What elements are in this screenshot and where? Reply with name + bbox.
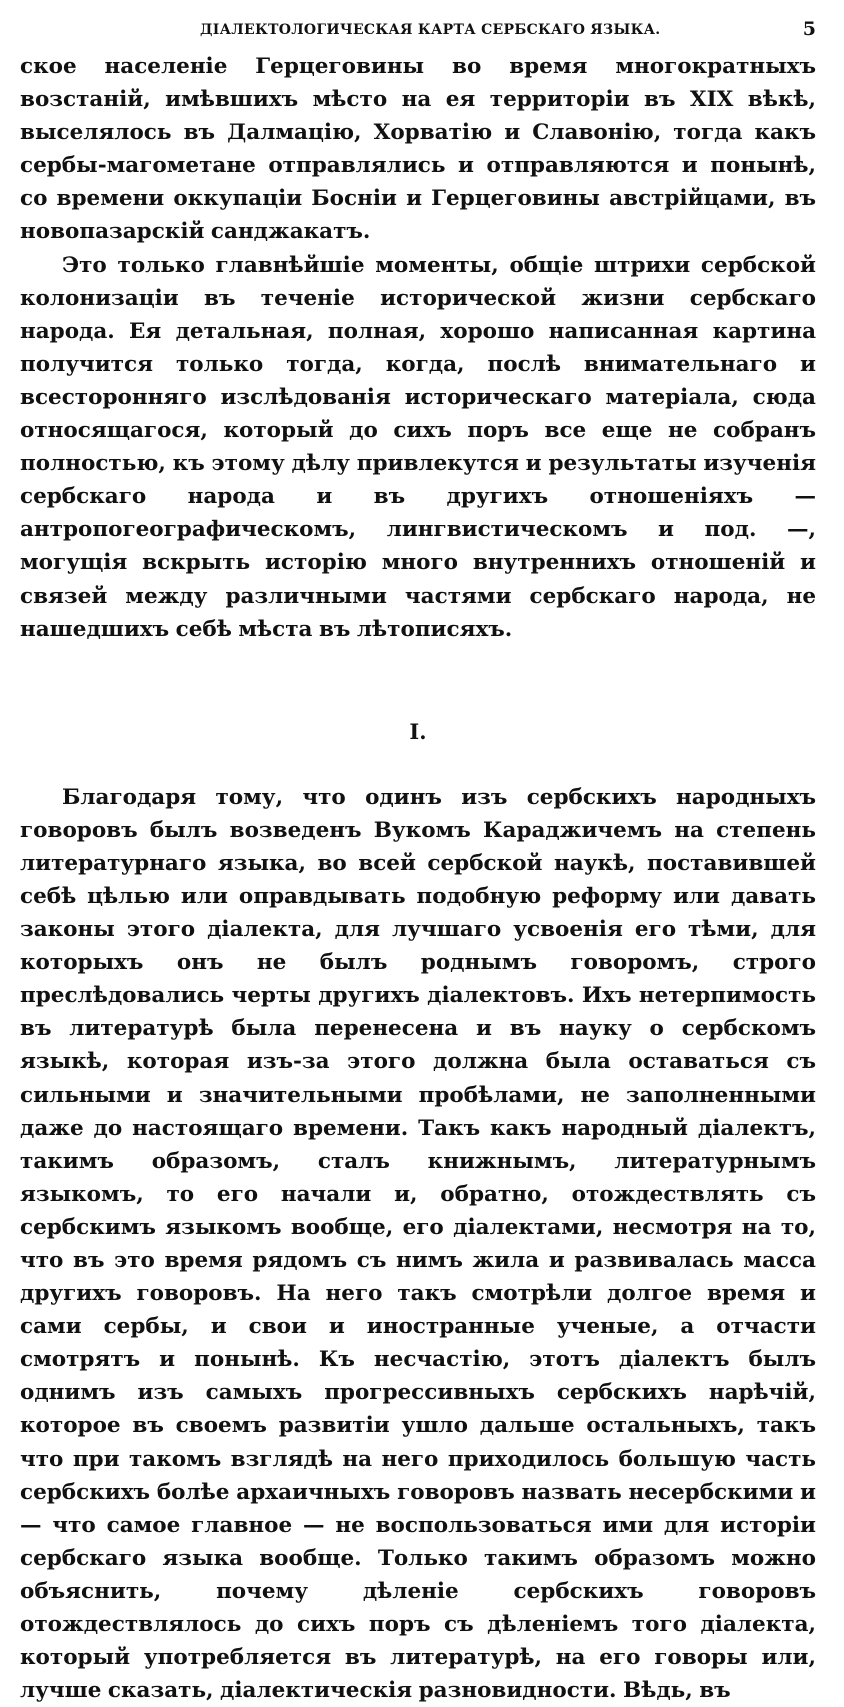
running-title: ДІАЛЕКТОЛОГИЧЕСКАЯ КАРТА СЕРБСКАГО ЯЗЫКА. xyxy=(200,22,661,38)
paragraph-continuation: ское населеніе Герцеговины во время многократныхъ возстаній, имѣвшихъ мѣсто на ея территоріи въ XIX вѣкѣ, выселялось въ Далмацію, Хорватію и Славонію, тогда какъ сербы-магометане отправлялись и отправляются и понынѣ, со времени оккупаціи Босніи и Герцеговины австрійцами, въ новопазарскій санджакатъ. xyxy=(20,54,816,245)
running-head xyxy=(20,10,816,50)
paragraph-colonization-summary: Это только главнѣйшіе моменты, общіе штрихи сербской колонизаціи въ теченіе исторической жизни сербскаго народа. Ея детальная, полная, хорошо написанная картина получится только тогда, когда, послѣ внимательнаго и всесторонняго изслѣдованія историческаго матеріала, сюда относящагося, который до сихъ поръ все еще не собранъ полностью, къ этому дѣлу привлекутся и результаты изученія сербскаго народа и въ другихъ отношеніяхъ — антропогеографическомъ, лингвистическомъ и под. —, могущія вскрыть исторію много внутреннихъ отношеній и связей между различными частями сербскаго народа, не нашедшихъ себѣ мѣста въ лѣтописяхъ. xyxy=(20,252,816,642)
section-paragraph: Благодаря тому, что одинъ изъ сербскихъ народныхъ говоровъ былъ возведенъ Вукомъ Караджичемъ на степень литературнаго языка, во всей сербской наукѣ, поставившей себѣ цѣлью или оправдывать подобную реформу или давать законы этого діалекта, для лучшаго усвоенія его тѣми, для которыхъ онъ не былъ роднымъ говоромъ, строго преслѣдовались черты другихъ діалектовъ. Ихъ нетерпимость въ литературѣ была перенесена и въ науку о сербскомъ языкѣ, которая изъ-за этого должна была оставаться съ сильными и значительными пробѣлами, не заполненными даже до настоящаго времени. Такъ какъ народный діалектъ, такимъ образомъ, сталъ книжнымъ, литературнымъ языкомъ, то его начали и, обратно, отождествлять съ сербскимъ языкомъ вообще, его діалектами, несмотря на то, что въ это время рядомъ съ нимъ жила и развивалась масса другихъ говоровъ. На него такъ смотрѣли долгое время и сами сербы, и свои и иностранные ученые, а отчасти смотрятъ и понынѣ. Къ несчастію, этотъ діалектъ былъ однимъ изъ самыхъ прогрессивныхъ сербскихъ нарѣчій, которое въ своемъ развитіи ушло дальше остальныхъ, такъ что при такомъ взглядѣ на него приходилось большую часть сербскихъ болѣе архаичныхъ говоровъ назвать несербскими и — что самое главное — не воспользоваться ими для исторіи сербскаго языка вообще. Только такимъ образомъ можно объяснить, почему дѣленіе сербскихъ говоровъ отождествлялось до сихъ поръ съ дѣленіемъ того діалекта, который употребляется въ литературѣ, на его говоры или, лучше сказать, діалектическія разновидности. Вѣдь, въ xyxy=(20,784,816,1704)
page-number: 5 xyxy=(802,18,816,40)
section-heading: I. xyxy=(409,718,427,744)
